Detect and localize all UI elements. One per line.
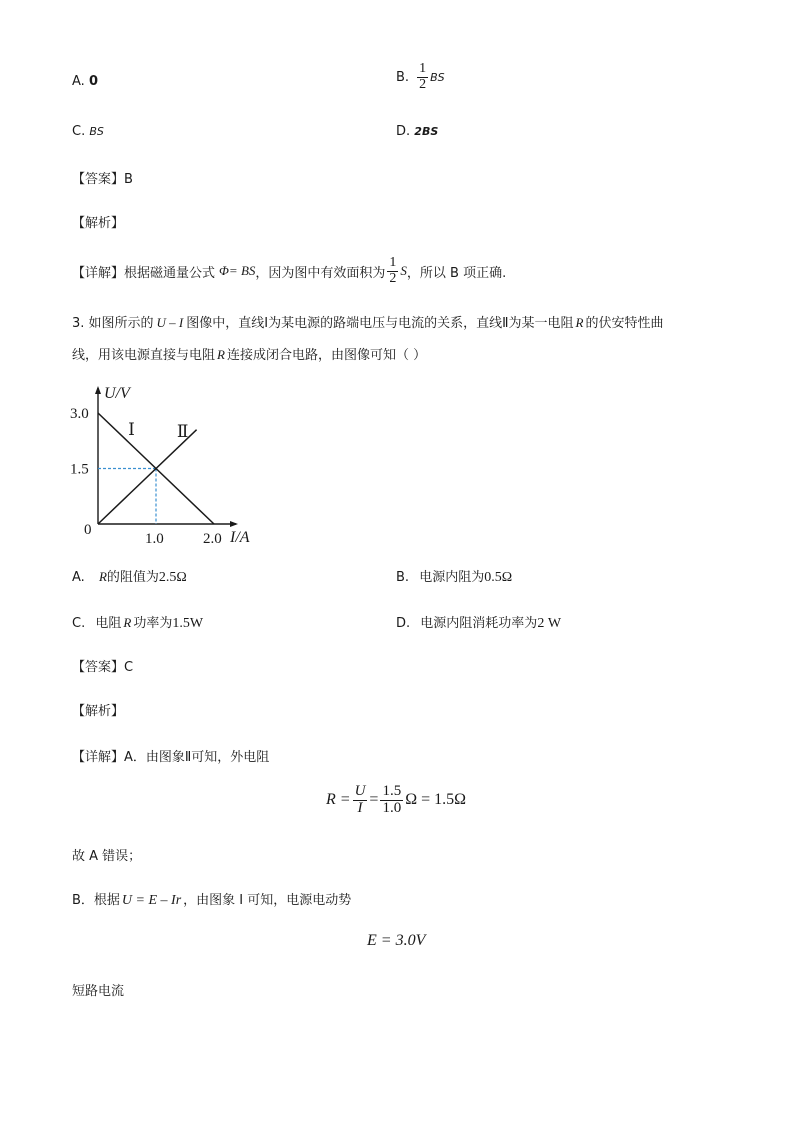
option-label: A.: [72, 570, 85, 585]
option-text: 电源内阻为: [419, 570, 485, 585]
fraction: [353, 784, 368, 817]
option-symbol: R: [123, 615, 132, 630]
fraction: [417, 62, 428, 92]
emf-formula: U = E – Ir: [121, 893, 182, 908]
option-value: BS: [430, 70, 445, 84]
origin-label: 0: [84, 522, 92, 538]
q2-option-b: [396, 62, 445, 92]
fraction: [380, 784, 403, 817]
option-value: 1.5W: [172, 616, 204, 631]
option-text: 电源内阻消耗功率为: [420, 616, 538, 631]
series-line-2: [98, 430, 197, 524]
q2-option-d: [396, 124, 438, 139]
option-label: D.: [396, 616, 411, 631]
equation-resistance: [326, 784, 466, 817]
option-value: 2 W: [537, 616, 562, 631]
q3-option-d: [396, 612, 561, 632]
option-text: 的阻值为: [106, 570, 159, 585]
stem-symbol: U – I: [156, 315, 184, 330]
fraction-denominator: 2: [389, 270, 397, 286]
equation-emf: [367, 932, 425, 950]
detail-text: A．由图象Ⅱ可知，外电阻: [124, 750, 270, 765]
stem-text: 3. 如图所示的: [72, 316, 154, 331]
fraction-denominator: 2: [419, 76, 427, 92]
q3-option-c: [72, 612, 203, 632]
option-label: C.: [72, 616, 86, 631]
option-value: 0.5Ω: [484, 570, 513, 585]
q3-option-b: [396, 566, 512, 586]
fraction-numerator: 1: [419, 61, 427, 76]
y-axis-arrow: [95, 386, 101, 394]
q3-a-conclusion: 故 A 错误；: [72, 849, 142, 864]
stem-text: 线，用该电源直接与电阻: [72, 348, 216, 363]
x-tick-label: 2.0: [203, 531, 222, 547]
eq-rhs: Ω = 1.5Ω: [405, 791, 467, 809]
detail-tag: 【详解】: [72, 750, 125, 765]
option-value: 2BS: [414, 125, 439, 138]
flux-formula: Φ= BS: [219, 263, 256, 279]
stem-symbol: R: [575, 315, 584, 330]
answer-tag: 【答案】: [72, 660, 125, 675]
stem-text: 的伏安特性曲: [585, 316, 664, 331]
q3-answer: [72, 656, 133, 675]
option-label: B.: [396, 69, 410, 85]
option-symbol: R: [98, 569, 107, 584]
fraction-denominator: 1.0: [382, 799, 402, 816]
series-label-2: Ⅱ: [176, 422, 189, 442]
q3-detail-b: [72, 889, 351, 909]
q3-option-a: [72, 566, 187, 586]
q2-analysis-tag: 【解析】: [72, 216, 125, 231]
option-value: 2.5Ω: [158, 570, 187, 585]
stem-text: 图像中，直线Ⅰ为某电源的路端电压与电流的关系，直线Ⅱ为某一电阻: [186, 316, 574, 331]
q3-stem-line1: [72, 312, 663, 331]
q2-answer: [72, 168, 133, 187]
area-symbol: S: [400, 263, 407, 279]
detail-text: B．根据: [72, 893, 120, 908]
fraction-numerator: U: [354, 783, 366, 799]
option-text: 功率为: [133, 616, 173, 631]
option-value: 0: [88, 74, 98, 89]
stem-symbol: R: [217, 347, 225, 362]
q3-stem-line2: [72, 344, 426, 363]
q2-detail: [72, 256, 506, 286]
q3-short-circuit-label: 短路电流: [72, 984, 125, 999]
option-label: D.: [396, 124, 411, 139]
detail-text: ，所以 B 项正确.: [406, 265, 507, 281]
option-label: C.: [72, 124, 86, 139]
q3-detail-a: [72, 746, 269, 765]
stem-text: 连接成闭合电路，由图像可知（ ）: [226, 348, 427, 363]
eq-equals: =: [369, 791, 379, 809]
y-axis-label: U/V: [104, 385, 130, 402]
fraction: [387, 256, 398, 286]
q2-option-c: [72, 124, 104, 139]
option-text: 电阻: [95, 616, 122, 631]
detail-text: 根据磁通量公式: [124, 265, 216, 281]
x-axis-arrow: [230, 521, 238, 527]
x-tick-label: 1.0: [145, 531, 164, 547]
answer-tag: 【答案】: [72, 172, 125, 187]
answer-value: C: [124, 660, 134, 675]
option-label: A.: [72, 74, 85, 89]
option-value: BS: [89, 125, 104, 138]
fraction-numerator: 1.5: [382, 783, 402, 799]
series-label-1: Ⅰ: [128, 420, 135, 440]
y-tick-label: 1.5: [70, 461, 89, 478]
answer-value: B: [124, 172, 133, 187]
detail-text: ，因为图中有效面积为: [255, 265, 386, 281]
option-label: B.: [396, 570, 410, 585]
detail-text: ，由图象 I 可知，电源电动势: [183, 893, 352, 908]
eq-lhs: R =: [326, 791, 351, 809]
q2-option-a: [72, 74, 98, 89]
eq-emf: E = 3.0V: [367, 932, 426, 949]
x-axis-label: I/A: [230, 529, 250, 546]
ui-chart: [66, 378, 266, 548]
q3-analysis-tag: 【解析】: [72, 704, 125, 719]
fraction-numerator: 1: [389, 255, 397, 270]
detail-tag: 【详解】: [72, 265, 125, 281]
y-tick-label: 3.0: [70, 406, 89, 422]
fraction-denominator: I: [357, 799, 363, 816]
